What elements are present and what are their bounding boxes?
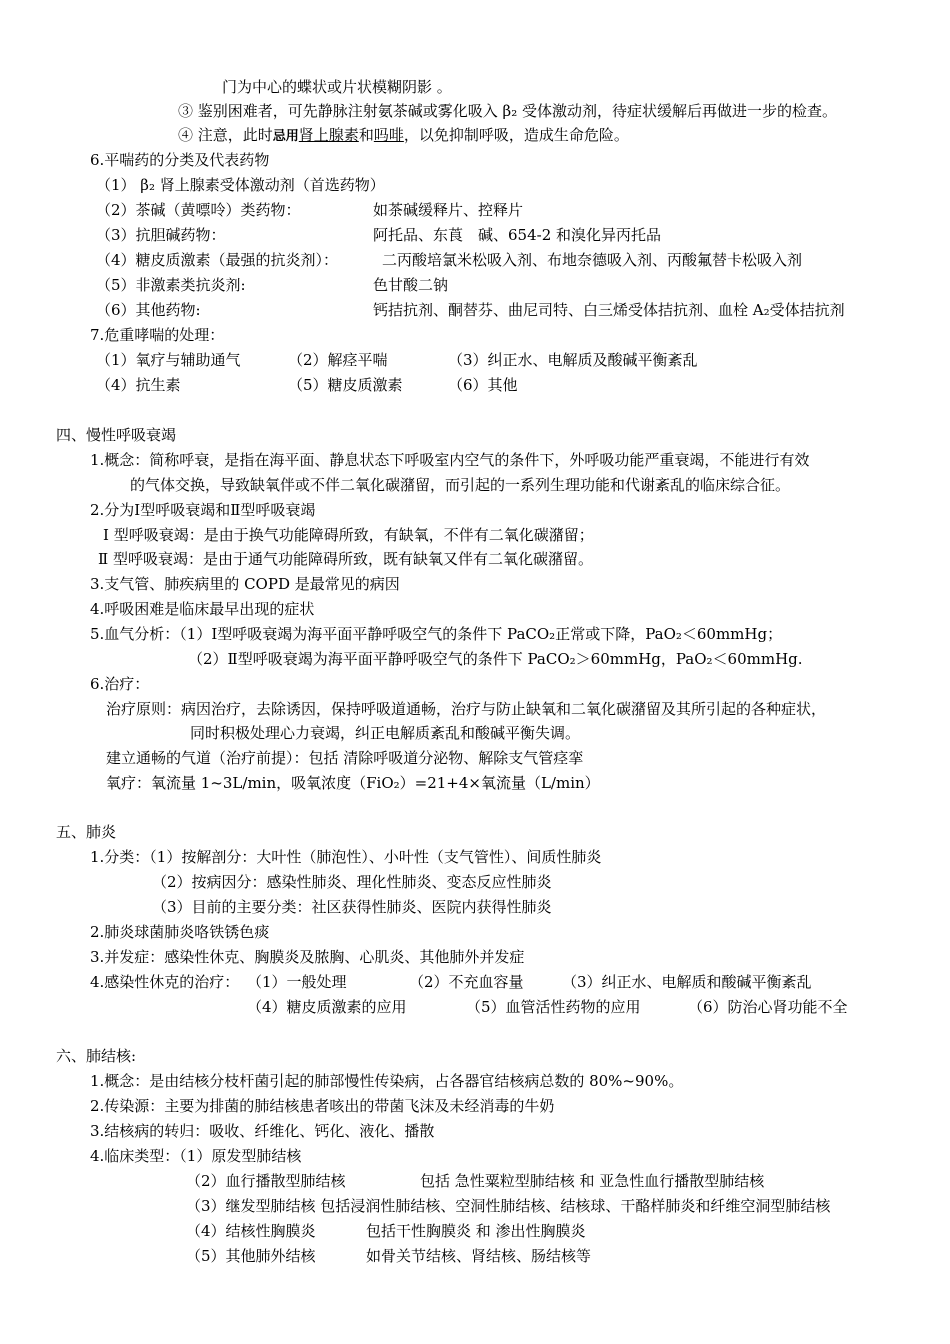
list-item-value: 如茶碱缓释片、控释片 [373,201,524,219]
list-item: （6）其他 [448,376,518,394]
section-title: 六、肺结核: [56,1047,137,1065]
text-line: 4.感染性休克的治疗： [90,973,240,991]
text-line: 同时积极处理心力衰竭，纠正电解质紊乱和酸碱平衡失调。 [190,724,581,742]
list-item: （4）糖皮质激素（最强的抗炎剂）： [96,251,339,269]
list-item: （1）一般处理 [247,973,347,991]
text-fragment: 和 [358,126,374,144]
list-item: （2）茶碱（黄嘌呤）类药物： [96,201,301,219]
list-item: （6）防治心肾功能不全 [688,998,848,1016]
text-line: （3）目前的主要分类：社区获得性肺炎、医院内获得性肺炎 [152,898,552,916]
text-line: 6.治疗： [90,675,150,693]
section-title: 五、肺炎 [56,823,117,841]
text-line: Ⅰ 型呼吸衰竭：是由于换气功能障碍所致，有缺氧，不伴有二氧化碳潴留； [103,526,594,544]
text-line: （2）按病因分：感染性肺炎、理化性肺炎、变态反应性肺炎 [152,873,552,891]
list-item: （6）其他药物: [96,301,201,319]
list-item-value: 阿托品、东莨 碱、654-2 和溴化异丙托品 [373,226,662,244]
list-item: （4）结核性胸膜炎 [186,1222,316,1240]
underlined-text: 吗啡 [373,126,404,144]
text-line: 门为中心的蝶状或片状模糊阴影 。 [222,78,452,96]
list-item: （3）继发型肺结核 包括浸润性肺结核、空洞性肺结核、结核球、干酪样肺炎和纤维空洞型肺结核 [186,1197,831,1215]
text-line: 1.概念：是由结核分枝杆菌引起的肺部慢性传染病，占各器官结核病总数的 80%~90%。 [90,1072,684,1090]
text-line: 4.临床类型：（1）原发型肺结核 [90,1147,302,1165]
text-line: 1.分类：（1）按解剖分：大叶性（肺泡性）、小叶性（支气管性）、间质性肺炎 [90,848,602,866]
section-title: 四、慢性呼吸衰竭 [56,426,177,444]
list-item: （5）糖皮质激素 [288,376,403,394]
text-line: ③ 鉴别困难者，可先静脉注射氨茶碱或雾化吸入 β₂ 受体激动剂，待症状缓解后再做进一步的检查。 [178,102,837,120]
text-fragment: ，以免抑制呼吸，造成生命危险。 [403,126,629,144]
text-line: 氧疗：氧流量 1~3L/min，吸氧浓度（FiO₂）=21+4×氧流量（L/min） [106,774,600,792]
list-item: （4）抗生素 [96,376,181,394]
text-line [178,123,629,147]
list-item-value: 包括干性胸膜炎 和 渗出性胸膜炎 [366,1222,586,1240]
text-line: 3.并发症：感染性休克、胸膜炎及脓胸、心肌炎、其他肺外并发症 [90,948,525,966]
list-item: （3）抗胆碱药物： [96,226,226,244]
list-item: （3）纠正水、电解质及酸碱平衡紊乱 [448,351,698,369]
text-line: 2.分为Ⅰ型呼吸衰竭和Ⅱ型呼吸衰竭 [90,501,316,519]
underlined-text: 肾上腺素 [298,126,359,144]
text-fragment: ④ 注意，此时 [178,126,273,144]
list-item: （3）纠正水、电解质和酸碱平衡紊乱 [562,973,812,991]
list-item-value: 色甘酸二钠 [373,276,449,294]
section-heading: 7.危重哮喘的处理： [90,326,225,344]
text-line: 治疗原则：病因治疗，去除诱因，保持呼吸道通畅，治疗与防止缺氧和二氧化碳潴留及其所引起的各种症状， [106,700,827,718]
text-line: 建立通畅的气道（治疗前提）：包括 清除呼吸道分泌物、解除支气管痉挛 [106,749,584,767]
text-line: 4.呼吸困难是临床最早出现的症状 [90,600,315,618]
text-line: （2）Ⅱ型呼吸衰竭为海平面平静呼吸空气的条件下 PaCO₂＞60mmHg，PaO₂＜60mmHg. [188,650,803,668]
text-line: 5.血气分析：（1）Ⅰ型呼吸衰竭为海平面平静呼吸空气的条件下 PaCO₂正常或下降，PaO₂＜60mmHg； [90,625,783,643]
text-line: 3.结核病的转归：吸收、纤维化、钙化、液化、播散 [90,1122,435,1140]
list-item: （2）血行播散型肺结核 [186,1172,346,1190]
list-item: （2）解痉平喘 [288,351,388,369]
list-item: （4）糖皮质激素的应用 [247,998,407,1016]
text-line: 的气体交换，导致缺氧伴或不伴二氧化碳潴留，而引起的一系列生理功能和代谢紊乱的临床综合征。 [130,476,791,494]
list-item-value: 二丙酸培氯米松吸入剂、布地奈德吸入剂、丙酸氟替卡松吸入剂 [382,251,803,269]
list-item: （1） β₂ 肾上腺素受体激动剂（首选药物） [96,176,385,194]
list-item-value: 包括 急性粟粒型肺结核 和 亚急性血行播散型肺结核 [420,1172,765,1190]
text-line: 1.概念：简称呼衰，是指在海平面、静息状态下呼吸室内空气的条件下，外呼吸功能严重衰竭，不能进行有效 [90,451,810,469]
text-line: Ⅱ 型呼吸衰竭：是由于通气功能障碍所致，既有缺氧又伴有二氧化碳潴留。 [98,550,593,568]
list-item: （1）氧疗与辅助通气 [96,351,241,369]
text-line: 2.传染源：主要为排菌的肺结核患者咳出的带菌飞沫及未经消毒的牛奶 [90,1097,555,1115]
list-item: （2）不充血容量 [409,973,524,991]
list-item: （5）非激素类抗炎剂: [96,276,246,294]
list-item-value: 钙拮抗剂、酮替芬、曲尼司特、白三烯受体拮抗剂、血栓 A₂受体拮抗剂 [373,301,845,319]
text-line: 3.支气管、肺疾病里的 COPD 是最常见的病因 [90,575,400,593]
list-item-value: 如骨关节结核、肾结核、肠结核等 [366,1247,592,1265]
emphasis-text: 忌用 [272,129,299,144]
list-item: （5）其他肺外结核 [186,1247,316,1265]
list-item: （5）血管活性药物的应用 [466,998,641,1016]
text-line: 2.肺炎球菌肺炎咯铁锈色痰 [90,923,270,941]
section-heading: 6.平喘药的分类及代表药物 [90,151,270,169]
